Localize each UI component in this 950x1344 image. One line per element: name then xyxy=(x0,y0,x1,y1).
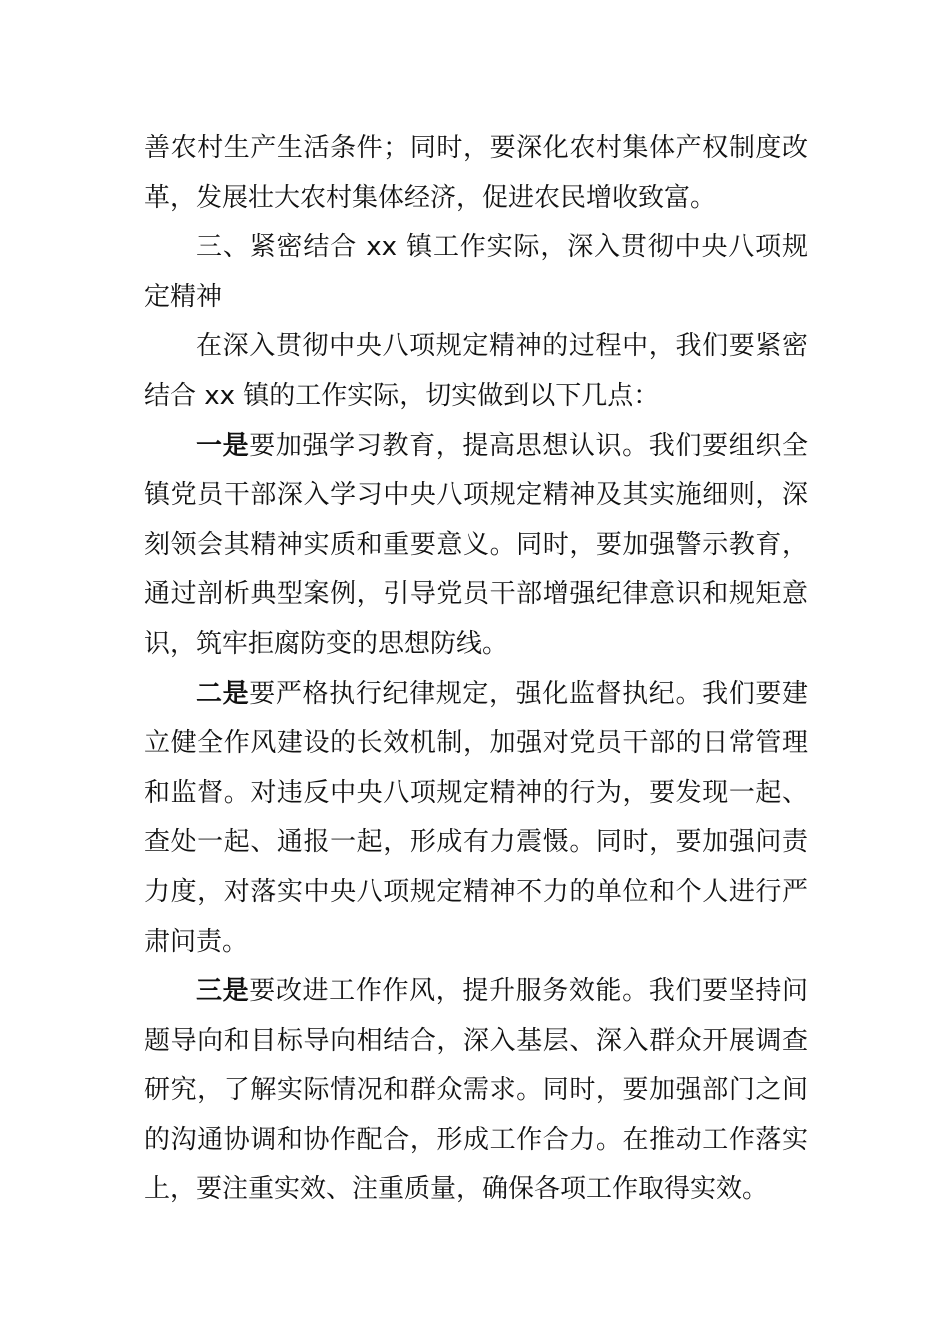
paragraph-intro xyxy=(144,322,808,421)
document-body xyxy=(144,124,808,1215)
point-lead: 三是 xyxy=(196,976,250,1007)
paragraph-point-2 xyxy=(144,670,808,968)
paragraph-continuation xyxy=(144,124,808,223)
paragraph-point-3 xyxy=(144,967,808,1215)
section-heading-3 xyxy=(144,223,808,322)
paragraph-text: 要加强学习教育，提高思想认识。我们要组织全镇党员干部深入学习中央八项规定精神及其实施细则，深刻领会其精神实质和重要意义。同时，要加强警示教育，通过剖析典型案例，引导党员干部增强纪律意识和规矩意识，筑牢拒腐防变的思想防线。 xyxy=(144,430,808,659)
paragraph-text: 要改进工作作风，提升服务效能。我们要坚持问题导向和目标导向相结合，深入基层、深入群众开展调查研究，了解实际情况和群众需求。同时，要加强部门之间的沟通协调和协作配合，形成工作合力。在推动工作落实上，要注重实效、注重质量，确保各项工作取得实效。 xyxy=(144,976,808,1205)
paragraph-point-1 xyxy=(144,422,808,670)
paragraph-text: 善农村生产生活条件；同时，要深化农村集体产权制度改革，发展壮大农村集体经济，促进农民增收致富。 xyxy=(144,133,808,213)
section-heading-text: 三、紧密结合 xx 镇工作实际，深入贯彻中央八项规定精神 xyxy=(144,232,808,312)
point-lead: 二是 xyxy=(196,678,250,709)
point-lead: 一是 xyxy=(196,430,250,461)
paragraph-text: 要严格执行纪律规定，强化监督执纪。我们要建立健全作风建设的长效机制，加强对党员干部的日常管理和监督。对违反中央八项规定精神的行为，要发现一起、查处一起、通报一起，形成有力震慑。同时，要加强问责力度，对落实中央八项规定精神不力的单位和个人进行严肃问责。 xyxy=(144,678,808,957)
paragraph-text: 在深入贯彻中央八项规定精神的过程中，我们要紧密结合 xx 镇的工作实际，切实做到以下几点： xyxy=(144,331,808,411)
